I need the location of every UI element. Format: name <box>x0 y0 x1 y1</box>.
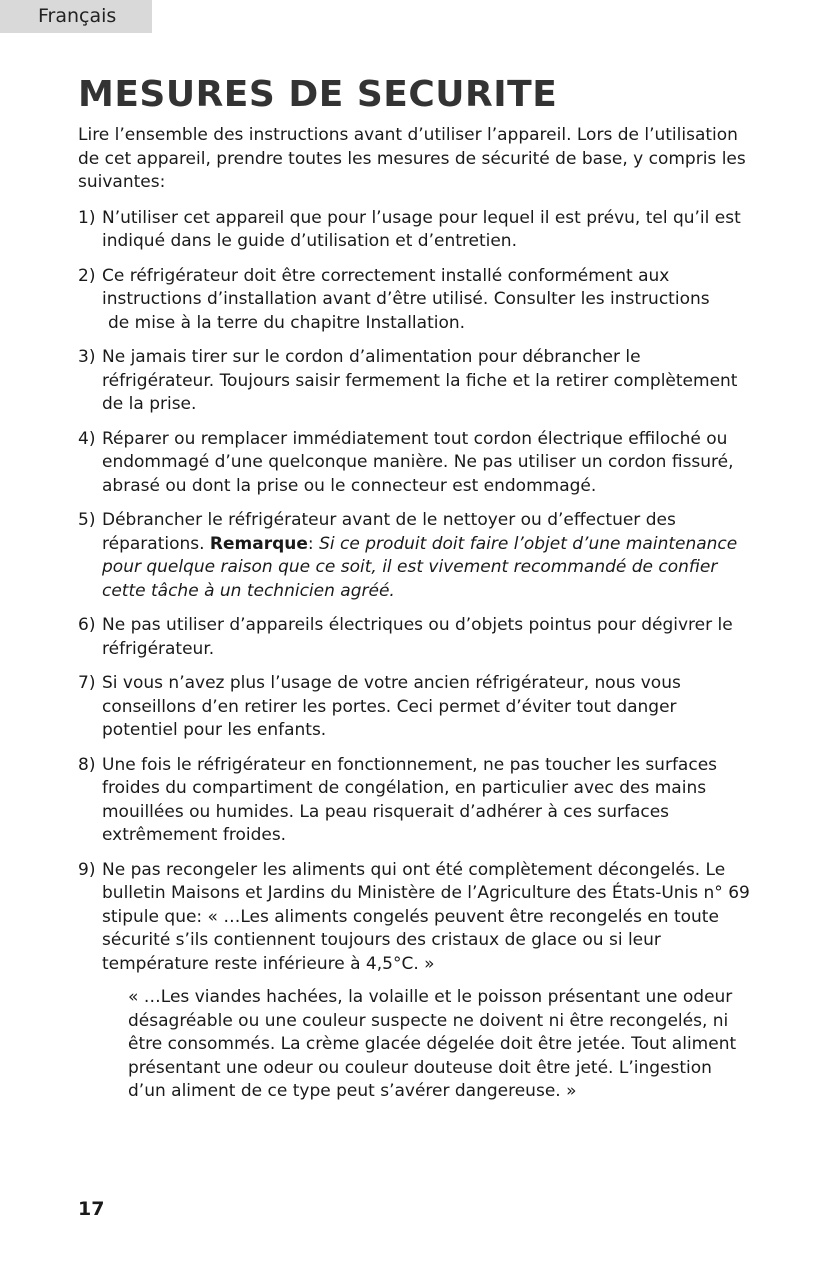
item-number: 3) <box>78 347 96 367</box>
item-text: Si vous n’avez plus l’usage de votre ancien réfrigérateur, nous vous conseillons d’en retirer les portes. Ceci permet d’éviter tout danger potentiel pour les enfants. <box>102 673 681 740</box>
list-item <box>78 672 754 743</box>
item-text: Ne pas recongeler les aliments qui ont été complètement décongelés. Le bulletin Maisons et Jardins du Ministère de l’Agriculture des États-Unis n° 69 stipule que: « …Les aliments congelés peuvent être recongelés en toute sécurité s’ils contiennent toujours des cristaux de glace ou si leur température reste inférieure à 4,5°C. » <box>102 859 750 974</box>
list-item <box>78 346 754 417</box>
item-text: N’utiliser cet appareil que pour l’usage pour lequel il est prévu, tel qu’il est indiqué dans le guide d’utilisation et d’entretien. <box>102 207 741 251</box>
item-number: 8) <box>78 754 96 775</box>
list-item <box>78 509 754 603</box>
language-tab: Français <box>0 0 152 33</box>
item-text: Débrancher le réfrigérateur avant de le nettoyer ou d’effectuer des réparations. <box>102 510 676 554</box>
item-text: Ce réfrigérateur doit être correctement installé conformément aux instructions d’installation avant d’être utilisé. Consulter les instructions <box>102 265 710 309</box>
item-number: 6) <box>78 615 96 635</box>
note-text: Si ce produit doit faire l’objet d’une maintenance pour quelque raison que ce soit, il est vivement recommandé de confier cette tâche à un technicien agréé. <box>102 533 738 601</box>
safety-list <box>78 207 754 1104</box>
list-item <box>78 428 754 499</box>
item-text: Ne pas utiliser d’appareils électriques ou d’objets pointus pour dégivrer le réfrigérateur. <box>102 615 733 659</box>
page-title: MESURES DE SECURITE <box>78 74 558 115</box>
list-item <box>78 207 754 254</box>
list-item <box>78 859 754 1104</box>
item-number: 5) <box>78 510 96 530</box>
item-number: 7) <box>78 673 96 693</box>
item-text: Une fois le réfrigérateur en fonctionnement, ne pas toucher les surfaces froides du compartiment de congélation, en particulier avec des mains mouillées ou humides. La peau risquerait d’adhérer à ces surfaces extrêmement froides. <box>102 754 718 845</box>
item-text: Ne jamais tirer sur le cordon d’alimentation pour débrancher le réfrigérateur. Toujours saisir fermement la fiche et la retirer complètement de la prise. <box>102 347 738 414</box>
safety-content <box>78 124 754 1115</box>
note-label: Remarque <box>209 533 308 554</box>
item-number: 1) <box>78 207 96 228</box>
quote-paragraph: « …Les viandes hachées, la volaille et le poisson présentant une odeur désagréable ou une couleur suspecte ne doivent ni être recongelés, ni être consommés. La crème glacée dégelée doit être jetée. Tout aliment présentant une odeur ou couleur douteuse doit être jeté. L’ingestion d’un aliment de ce type peut s’avérer dangereuse. » <box>128 987 737 1101</box>
item-text-continued: de mise à la terre du chapitre Installation. <box>108 312 466 333</box>
item-number: 9) <box>78 859 96 880</box>
item-text: Réparer ou remplacer immédiatement tout cordon électrique effiloché ou endommagé d’une quelconque manière. Ne pas utiliser un cordon fissuré, abrasé ou dont la prise ou le connecteur est endommagé. <box>102 428 734 496</box>
note-separator: : <box>307 533 314 554</box>
intro-paragraph: Lire l’ensemble des instructions avant d’utiliser l’appareil. Lors de l’utilisation de cet appareil, prendre toutes les mesures de sécurité de base, y compris les suivantes: <box>78 125 746 192</box>
list-item <box>78 614 754 661</box>
list-item <box>78 754 754 848</box>
page-number: 17 <box>78 1198 105 1220</box>
item-number: 4) <box>78 428 96 449</box>
item-number: 2) <box>78 265 96 286</box>
list-item <box>78 265 754 336</box>
